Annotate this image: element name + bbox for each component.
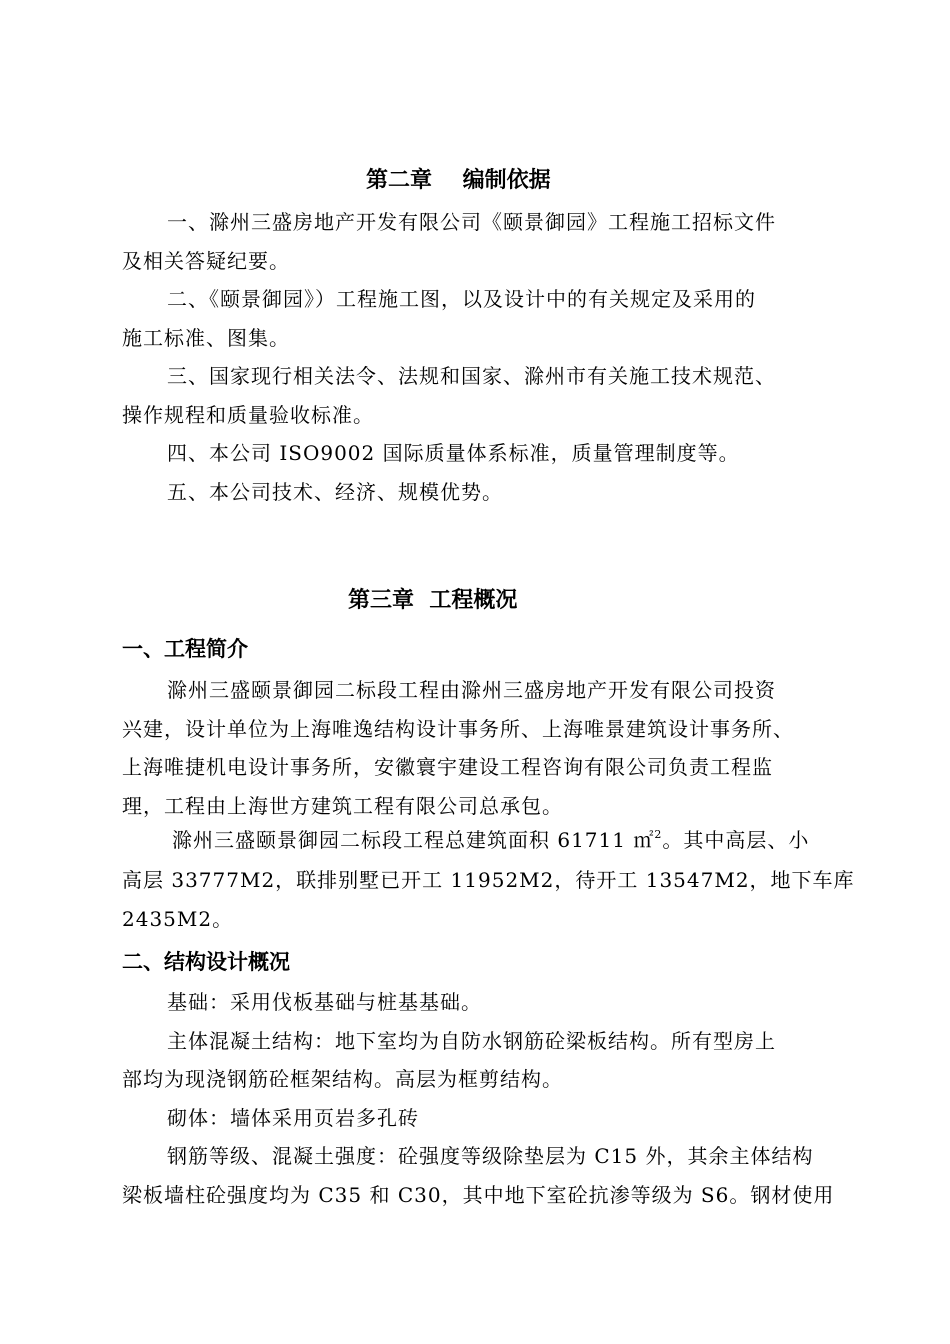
paragraph-line: 钢筋等级、混凝土强度：砼强度等级除垫层为 C15 外，其余主体结构 xyxy=(167,1144,814,1168)
paragraph-line: 2435M2。 xyxy=(122,907,234,931)
area-text: 滁州三盛颐景御园二标段工程总建筑面积 61711 ㎡ xyxy=(172,828,655,852)
paragraph-line: 操作规程和质量验收标准。 xyxy=(122,403,374,427)
paragraph-line: 基础：采用伐板基础与桩基基础。 xyxy=(167,990,482,1014)
paragraph-line: 及相关答疑纪要。 xyxy=(122,249,290,273)
paragraph-line xyxy=(172,826,809,854)
superscript: 2 xyxy=(654,828,663,841)
paragraph-line: 兴建，设计单位为上海唯逸结构设计事务所、上海唯景建筑设计事务所、 xyxy=(122,717,794,741)
chapter-3-title: 第三章 工程概况 xyxy=(348,588,518,613)
paragraph-line: 二、《颐景御园》）工程施工图，以及设计中的有关规定及采用的 xyxy=(167,287,756,311)
paragraph-line: 梁板墙柱砼强度均为 C35 和 C30，其中地下室砼抗渗等级为 S6。钢材使用 xyxy=(122,1183,835,1207)
paragraph-line: 五、本公司技术、经济、规模优势。 xyxy=(167,480,503,504)
paragraph-line: 四、本公司 ISO9002 国际质量体系标准，质量管理制度等。 xyxy=(167,441,740,465)
chapter-2-title: 第二章 编制依据 xyxy=(366,168,551,193)
paragraph-line: 高层 33777M2，联排别墅已开工 11952M2，待开工 13547M2，地下车库 xyxy=(122,868,855,892)
paragraph-line: 滁州三盛颐景御园二标段工程由滁州三盛房地产开发有限公司投资 xyxy=(167,678,776,702)
paragraph-line: 部均为现浇钢筋砼框架结构。高层为框剪结构。 xyxy=(122,1067,563,1091)
area-text-rest: 。其中高层、小 xyxy=(662,828,810,852)
paragraph-line: 上海唯捷机电设计事务所，安徽寰宇建设工程咨询有限公司负责工程监 xyxy=(122,755,773,779)
paragraph-line: 主体混凝土结构：地下室均为自防水钢筋砼梁板结构。所有型房上 xyxy=(167,1029,776,1053)
section-1-title: 一、工程简介 xyxy=(122,637,248,661)
paragraph-line: 砌体：墙体采用页岩多孔砖 xyxy=(167,1106,419,1130)
section-2-title: 二、结构设计概况 xyxy=(122,950,290,974)
paragraph-line: 一、滁州三盛房地产开发有限公司《颐景御园》工程施工招标文件 xyxy=(167,210,776,234)
paragraph-line: 理，工程由上海世方建筑工程有限公司总承包。 xyxy=(122,794,563,818)
paragraph-line: 施工标准、图集。 xyxy=(122,326,290,350)
paragraph-line: 三、国家现行相关法令、法规和国家、滁州市有关施工技术规范、 xyxy=(167,364,776,388)
